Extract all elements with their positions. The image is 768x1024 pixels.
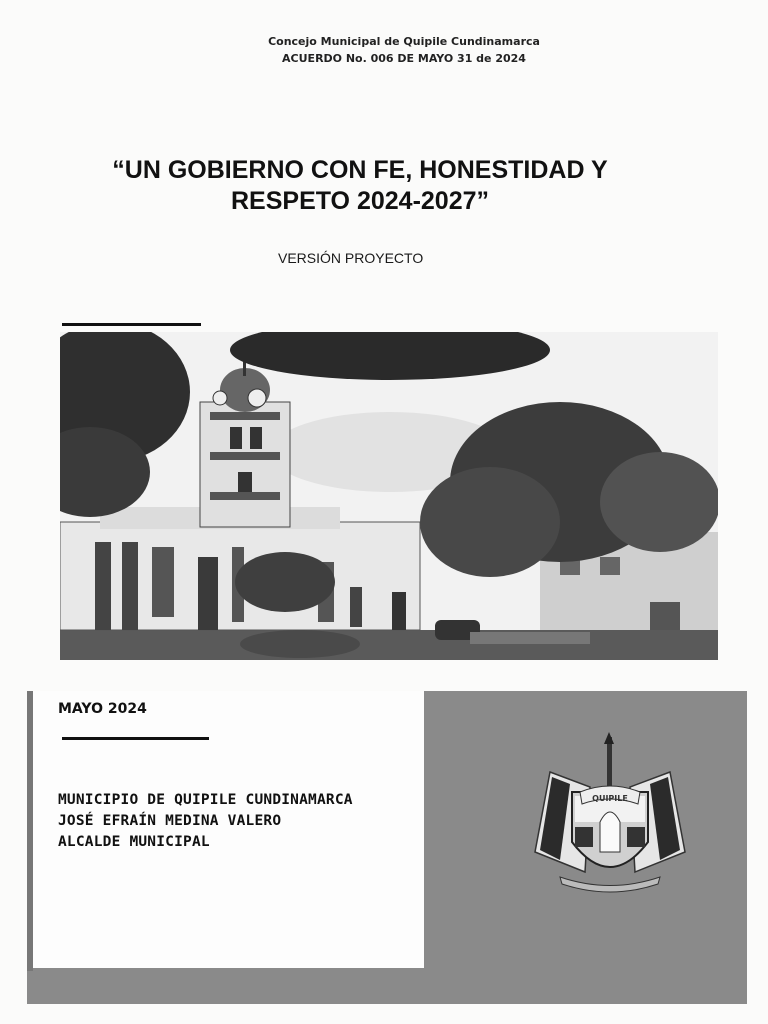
municipality-name: MUNICIPIO DE QUIPILE CUNDINAMARCA [58,792,353,808]
agreement-number: ACUERDO No. 006 DE MAYO 31 de 2024 [282,52,526,65]
version-label: VERSIÓN PROYECTO [278,250,424,266]
council-name: Concejo Municipal de Quipile Cundinamarca [268,35,540,48]
church-photo [60,332,718,660]
photo-top-rule [62,323,201,326]
mayor-title: ALCALDE MUNICIPAL [58,834,210,850]
publication-date: MAYO 2024 [58,701,147,717]
date-underline [62,737,209,740]
document-title-line-1: “UN GOBIERNO CON FE, HONESTIDAD Y [112,156,608,184]
crest-banner-text: QUIPILE [592,794,628,803]
municipal-coat-of-arms [530,732,690,897]
mayor-name: JOSÉ EFRAÍN MEDINA VALERO [58,813,282,829]
info-box [33,691,424,968]
document-title-line-2: RESPETO 2024-2027” [230,187,490,215]
